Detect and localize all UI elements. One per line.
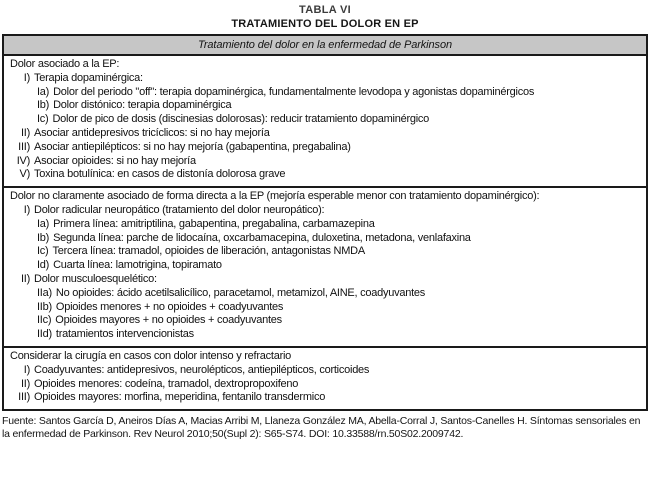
item-text: Asociar opioides: si no hay mejoría <box>34 154 196 167</box>
item-label: Ia) <box>37 217 50 230</box>
source-citation: Fuente: Santos García D, Aneiros Días A, Macias Arribi M, Llaneza González MA, Abella-Corral J, Santos-Canelles H. Síntomas sensoriales en la enfermedad de Parkinson. Rev Neurol 2010;50(Supl 2): S65-S74. DOI: 10.33588/rn.50S02.2009742. <box>2 415 641 440</box>
item-text: Opioides menores: codeína, tramadol, dextropropoxifeno <box>34 377 299 390</box>
item-label: Id) <box>37 259 50 272</box>
treatment-item <box>4 127 646 141</box>
treatment-item <box>4 113 646 127</box>
item-label: III) <box>18 391 30 404</box>
treatment-table <box>2 34 648 411</box>
item-label: I) <box>23 71 30 84</box>
item-label: II) <box>20 377 30 390</box>
table-section <box>4 346 646 409</box>
item-text: Asociar antiepilépticos: si no hay mejoría (gabapentina, pregabalina) <box>34 140 351 153</box>
item-text: Coadyuvantes: antidepresivos, neurolépticos, antiepilépticos, corticoides <box>34 363 370 376</box>
section-intro: Dolor asociado a la EP: <box>10 58 120 70</box>
treatment-item <box>4 301 646 315</box>
item-text: Dolor de pico de dosis (discinesias dolorosas): reducir tratamiento dopaminérgico <box>52 113 430 126</box>
item-text: Dolor musculoesquelético: <box>34 272 157 285</box>
item-text: Terapia dopaminérgica: <box>34 71 143 84</box>
item-label: Ic) <box>37 245 49 258</box>
table-header-bar: Tratamiento del dolor en la enfermedad de Parkinson <box>4 36 646 56</box>
item-text: Dolor del periodo "off": terapia dopaminérgica, fundamentalmente levodopa y agonistas dopaminérgicos <box>53 85 535 98</box>
treatment-item <box>4 287 646 301</box>
treatment-item <box>4 218 646 232</box>
item-label: Ic) <box>37 113 49 126</box>
treatment-item <box>4 155 646 169</box>
item-label: I) <box>23 363 30 376</box>
item-text: No opioides: ácido acetilsalicílico, paracetamol, metamizol, AINE, coadyuvantes <box>55 286 426 299</box>
treatment-item <box>4 99 646 113</box>
item-text: Primera línea: amitriptilina, gabapentina, pregabalina, carbamazepina <box>53 217 375 230</box>
treatment-item <box>4 204 646 218</box>
item-label: IIa) <box>37 286 52 299</box>
item-text: Tercera línea: tramadol, opioides de liberación, antagonistas NMDA <box>52 245 365 258</box>
treatment-item <box>4 314 646 328</box>
table-section <box>4 186 646 346</box>
item-label: IV) <box>16 154 30 167</box>
treatment-item <box>4 378 646 392</box>
section-intro: Considerar la cirugía en casos con dolor intenso y refractario <box>10 349 292 362</box>
item-label: II) <box>20 272 30 285</box>
treatment-item <box>4 141 646 155</box>
item-label: IIc) <box>37 314 52 327</box>
page-title: TRATAMIENTO DEL DOLOR EN EP <box>231 18 419 30</box>
item-label: Ib) <box>37 231 50 244</box>
item-label: V) <box>19 168 30 181</box>
treatment-item <box>4 328 646 342</box>
item-text: Opioides menores + no opioides + coadyuvantes <box>55 300 284 313</box>
treatment-item <box>4 245 646 259</box>
treatment-item <box>4 273 646 287</box>
section-intro: Dolor no claramente asociado de forma directa a la EP (mejoría esperable menor con tratamiento dopaminérgico): <box>10 190 540 203</box>
item-label: II) <box>20 126 30 139</box>
treatment-item <box>4 259 646 273</box>
item-text: Segunda línea: parche de lidocaína, oxcarbamacepina, duloxetina, metadona, venlafaxina <box>53 231 471 244</box>
item-text: Dolor radicular neuropático (tratamiento del dolor neuropático): <box>34 203 325 216</box>
table-section <box>4 56 646 186</box>
item-text: Opioides mayores + no opioides + coadyuvantes <box>55 314 282 327</box>
item-text: Toxina botulínica: en casos de distonía dolorosa grave <box>34 168 286 181</box>
treatment-item <box>4 232 646 246</box>
treatment-item <box>4 391 646 405</box>
item-label: IId) <box>37 328 52 341</box>
treatment-item <box>4 72 646 86</box>
item-label: III) <box>18 140 30 153</box>
item-text: Asociar antidepresivos tricíclicos: si no hay mejoría <box>34 126 270 139</box>
treatment-item <box>4 364 646 378</box>
item-label: Ib) <box>37 99 50 112</box>
title-block <box>0 0 650 31</box>
table-number-title: TABLA VI <box>299 4 351 16</box>
table-sections <box>4 56 646 409</box>
item-label: IIb) <box>37 300 52 313</box>
item-text: Cuarta línea: lamotrigina, topiramato <box>53 259 222 272</box>
item-label: Ia) <box>37 85 50 98</box>
item-text: tratamientos intervencionistas <box>55 328 194 341</box>
item-text: Opioides mayores: morfina, meperidina, fentanilo transdermico <box>34 391 326 404</box>
treatment-item <box>4 86 646 100</box>
item-text: Dolor distónico: terapia dopaminérgica <box>53 99 232 112</box>
treatment-item <box>4 168 646 182</box>
item-label: I) <box>23 203 30 216</box>
